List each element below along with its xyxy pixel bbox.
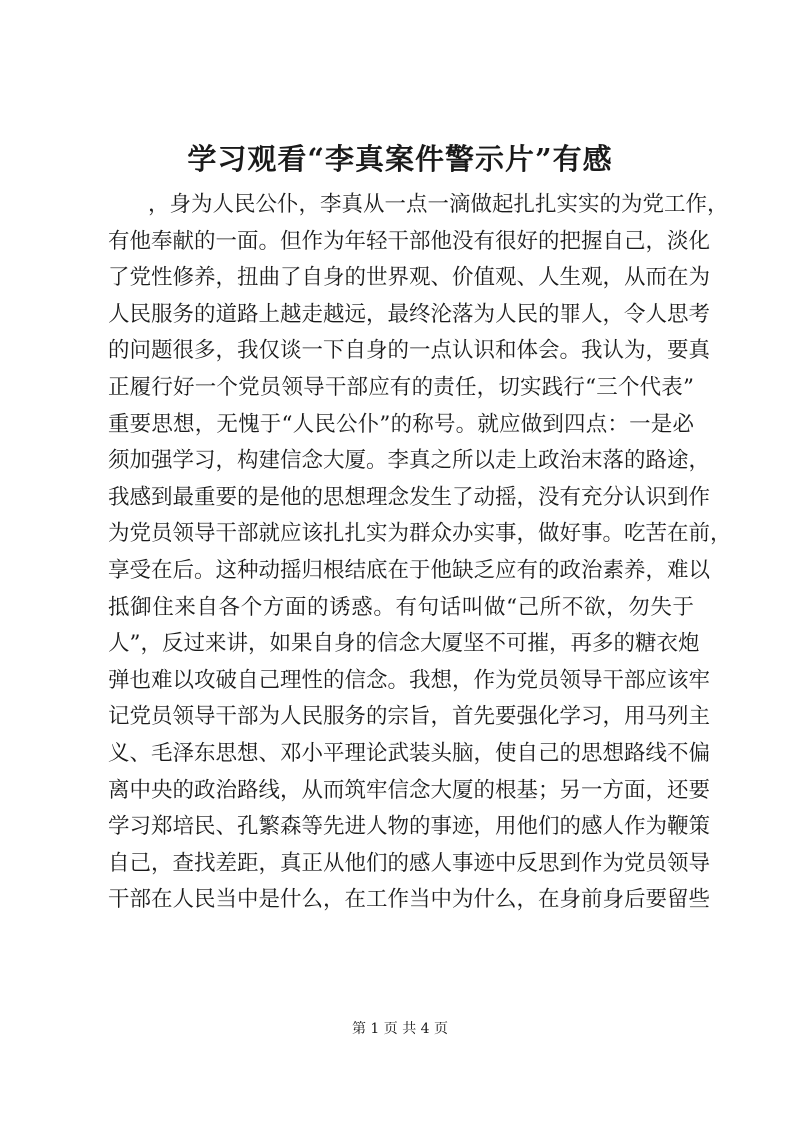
document-title: 学习观看“李真案件警示片”有感: [187, 142, 613, 176]
paragraph-line: 我感到最重要的是他的思想理念发生了动摇，没有充分认识到作: [108, 484, 711, 510]
paragraph-line: ，身为人民公仆，李真从一点一滴做起扎扎实实的为党工作，: [148, 192, 729, 217]
paragraph-line: 离中央的政治路线，从而筑牢信念大厦的根基；另一方面，还要: [108, 777, 711, 803]
paragraph-line: 抵御住来自各个方面的诱惑。有句话叫做“己所不欲，勿失于: [108, 594, 694, 620]
paragraph-line: 自己，查找差距，真正从他们的感人事迹中反思到作为党员领导: [108, 850, 711, 876]
paragraph-line: 弹也难以攻破自己理性的信念。我想，作为党员领导干部应该牢: [108, 667, 711, 693]
paragraph-line: 的问题很多，我仅谈一下自身的一点认识和体会。我认为，要真: [108, 338, 711, 364]
paragraph-line: 义、毛泽东思想、邓小平理论武装头脑，使自己的思想路线不偏: [108, 740, 711, 766]
paragraph-line: 须加强学习，构建信念大厦。李真之所以走上政治末落的路途，: [108, 448, 711, 474]
paragraph-line: 为党员领导干部就应该扎扎实为群众办实事，做好事。吃苦在前，: [108, 521, 732, 547]
paragraph-line: 正履行好一个党员领导干部应有的责任，切实践行“三个代表”: [108, 374, 694, 400]
paragraph-line: 重要思想，无愧于“人民公仆”的称号。就应做到四点：一是必: [108, 411, 694, 437]
paragraph-line: 享受在后。这种动摇归根结底在于他缺乏应有的政治素养，难以: [108, 557, 711, 583]
page-footer: 第 1 页 共 4 页: [351, 1021, 449, 1037]
paragraph-line: 了党性修养，扭曲了自身的世界观、价值观、人生观，从而在为: [108, 265, 711, 291]
paragraph-line: 人民服务的道路上越走越远，最终沦落为人民的罪人，令人思考: [108, 301, 711, 327]
body-paragraph: [108, 187, 732, 919]
paragraph-line: 记党员领导干部为人民服务的宗旨，首先要强化学习，用马列主: [108, 704, 711, 730]
paragraph-line: 有他奉献的一面。但作为年轻干部他没有很好的把握自己，淡化: [108, 228, 711, 254]
paragraph-line: 学习郑培民、孔繁森等先进人物的事迹，用他们的感人作为鞭策: [108, 814, 711, 840]
paragraph-line: 干部在人民当中是什么，在工作当中为什么，在身前身后要留些: [108, 887, 711, 913]
paragraph-line: 人”，反过来讲，如果自身的信念大厦坚不可摧，再多的糖衣炮: [108, 631, 700, 657]
